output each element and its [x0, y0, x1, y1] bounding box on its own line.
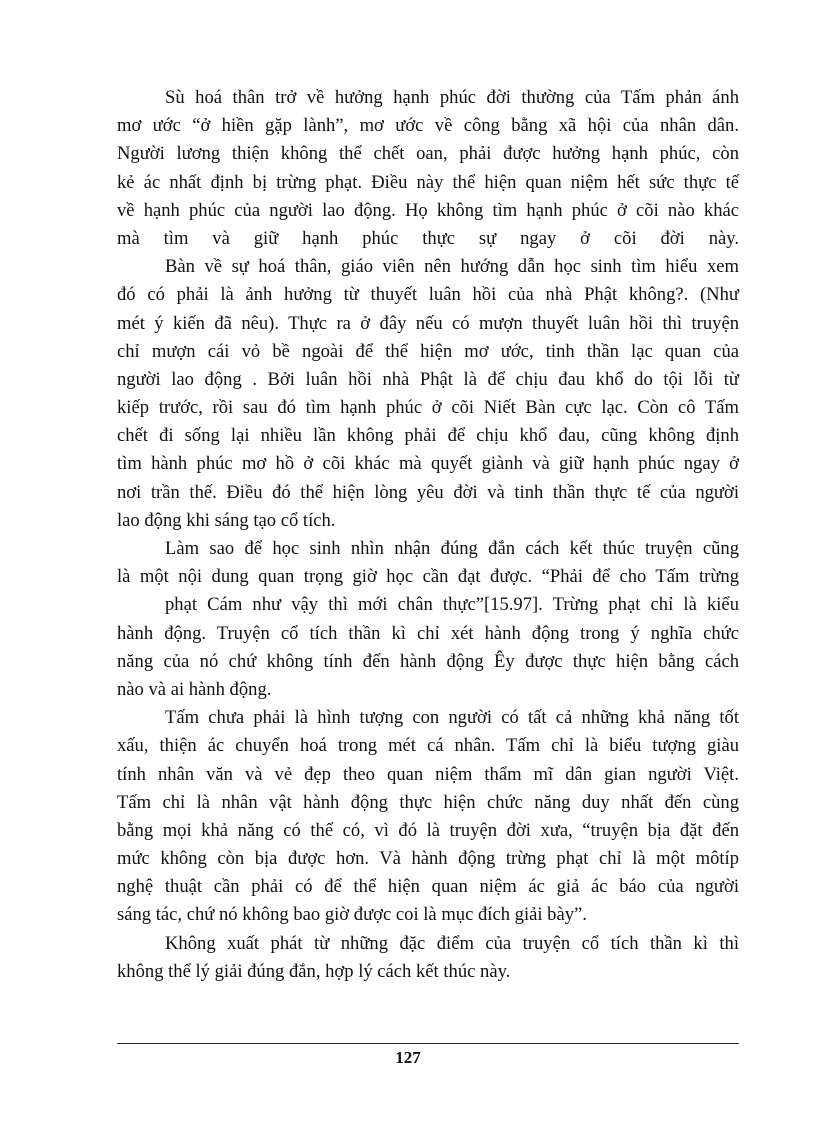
text-line: là một nội dung quan trọng giờ học cần đạt được. “Phải để cho Tấm trừng: [117, 566, 739, 588]
text-line: lao động khi sáng tạo cổ tích.: [117, 509, 336, 531]
text-line: kiếp trước, rồi sau đó tìm hạnh phúc ở cõi Niết Bàn cực lạc. Còn cô Tấm: [117, 397, 739, 419]
text-line: nghệ thuật cần phải có để thể hiện quan niệm ác giả ác báo của người: [117, 876, 739, 898]
text-line: mức không còn bịa được hơn. Và hành động trừng phạt chỉ là một môtíp: [117, 848, 739, 870]
text-line: không thể lý giải đúng đắn, hợp lý cách kết thúc này.: [117, 960, 511, 982]
text-line: Sù hoá thân trở về hưởng hạnh phúc đời thường của Tấm phản ánh: [165, 87, 739, 108]
text-line: xấu, thiện ác chuyển hoá trong mét cá nhân. Tấm chỉ là biểu tượng giàu: [117, 735, 739, 757]
text-line: Không xuất phát từ những đặc điểm của truyện cổ tích thần kì thì: [165, 932, 739, 954]
text-line: Tấm chỉ là nhân vật hành động thực hiện chức năng duy nhất đến cùng: [117, 791, 739, 813]
text-line: năng của nó chứ không tính đến hành động Êy được thực hiện bằng cách: [117, 650, 739, 672]
text-line: sáng tác, chứ nó không bao giờ được coi là mục đích giải bày”.: [117, 904, 587, 926]
page-number: 127: [395, 1048, 421, 1067]
text-line: người lao động . Bởi luân hồi nhà Phật là để chịu đau khổ do tội lỗi từ: [117, 368, 739, 390]
body-text: [117, 84, 739, 986]
text-line: mà tìm và giữ hạnh phúc thực sự ngay ở cõi đời này.: [117, 227, 739, 249]
text-line: về hạnh phúc của người lao động. Họ không tìm hạnh phúc ở cõi nào khác: [117, 199, 739, 221]
text-line: mét ý kiến đã nêu). Thực ra ở đây nếu có mượn thuyết luân hồi thì truyện: [117, 312, 739, 334]
text-line: tìm hành phúc mơ hồ ở cõi khác mà quyết giành và giữ hạnh phúc ngay ở: [117, 453, 739, 475]
text-line: đó có phải là ảnh hưởng từ thuyết luân hồi của nhà Phật không?. (Như: [117, 284, 739, 306]
text-line: phạt Cám như vậy thì mới chân thực”[15.97]. Trừng phạt chỉ là kiểu: [165, 594, 739, 616]
text-line: kẻ ác nhất định bị trừng phạt. Điều này thể hiện quan niệm hết sức thực tế: [117, 171, 739, 193]
text-line: Làm sao để học sinh nhìn nhận đúng đắn cách kết thúc truyện cũng: [165, 538, 739, 559]
text-line: bằng mọi khả năng có thể có, vì đó là truyện đời xưa, “truyện bịa đặt đến: [117, 819, 739, 841]
footer-divider: [117, 1043, 739, 1044]
text-line: hành động. Truyện cổ tích thần kì chỉ xét hành động trong ý nghĩa chức: [117, 622, 739, 644]
text-line: Bàn về sự hoá thân, giáo viên nên hướng dẫn học sinh tìm hiểu xem: [165, 256, 739, 278]
text-line: chỉ mượn cái vỏ bề ngoài để thể hiện mơ ước, tinh thần lạc quan của: [117, 340, 739, 362]
text-line: Người lương thiện không thể chết oan, phải được hưởng hạnh phúc, còn: [117, 143, 739, 165]
text-line: nơi trần thế. Điều đó thể hiện lòng yêu đời và tinh thần thực tế của người: [117, 481, 739, 503]
text-line: chết đi sống lại nhiều lần không phải để chịu khổ đau, cũng không định: [117, 425, 739, 447]
text-line: Tấm chưa phải là hình tượng con người có tất cả những khả năng tốt: [165, 707, 739, 729]
text-line: mơ ước “ở hiền gặp lành”, mơ ước về công bằng xã hội của nhân dân.: [117, 115, 739, 137]
text-line: tính nhân văn và vẻ đẹp theo quan niệm thẩm mĩ dân gian người Việt.: [117, 763, 739, 785]
text-line: nào và ai hành động.: [117, 678, 272, 700]
